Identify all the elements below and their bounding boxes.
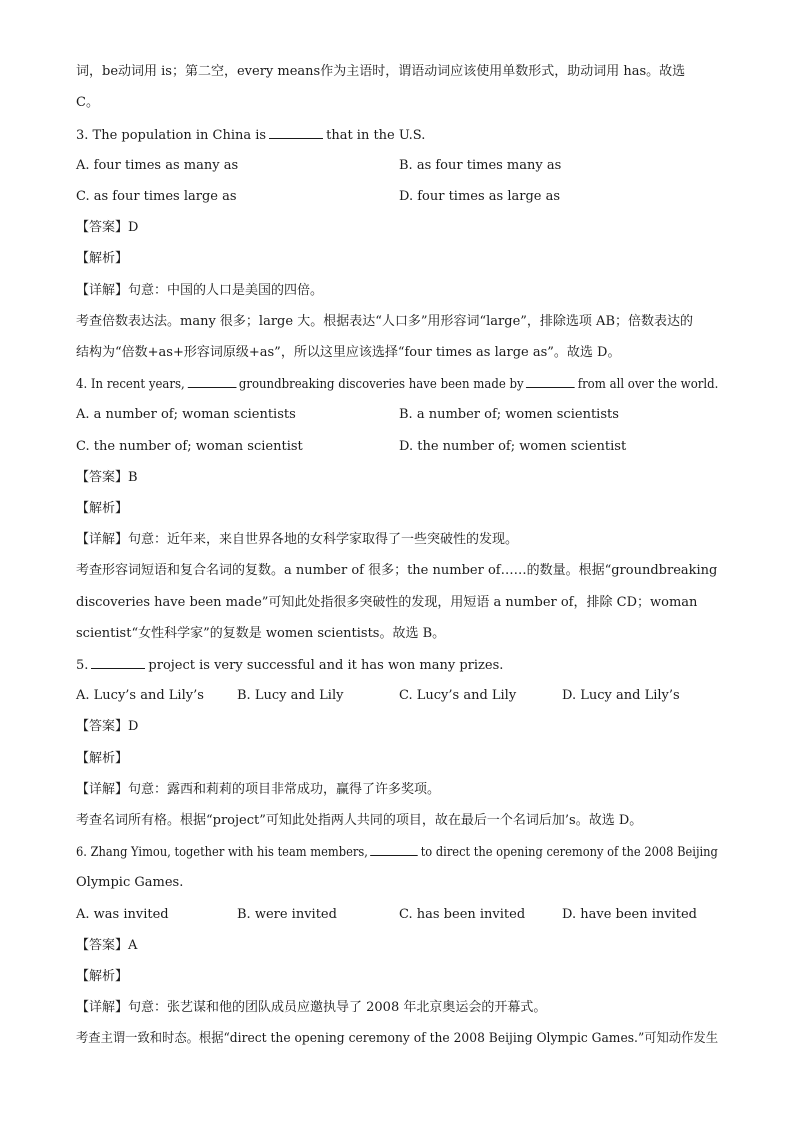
option-a: A. a number of; woman scientists [76, 407, 296, 422]
question-text: 6. Zhang Yimou, together with his team members, [76, 845, 368, 860]
answer-blank [187, 375, 236, 388]
question-text: from all over the world. [577, 377, 719, 392]
analysis-label: 【解析】 [76, 251, 129, 266]
explanation-line: 考查形容词短语和复合名词的复数。a number of 很多；the number of……的数量。根据“groundbreaking [76, 563, 718, 578]
detail-line: 【详解】句意：近年来，来自世界各地的女科学家取得了一些突破性的发现。 [76, 532, 519, 547]
answer-blank [91, 656, 145, 669]
option-b: B. Lucy and Lily [237, 688, 344, 703]
answer-blank [526, 375, 575, 388]
option-d: D. have been invited [562, 907, 698, 922]
option-d: D. Lucy and Lily’s [562, 688, 680, 703]
detail-line: 【详解】句意：露西和莉莉的项目非常成功，赢得了许多奖项。 [76, 782, 441, 797]
explanation-line: discoveries have been made”可知此处指很多突破性的发现，用短语 a number of，排除 CD；woman [76, 595, 698, 610]
option-c: C. as four times large as [76, 189, 237, 204]
answer-label: 【答案】D [76, 220, 139, 235]
option-b: B. a number of; women scientists [399, 407, 619, 422]
option-a: A. four times as many as [76, 158, 239, 173]
answer-label: 【答案】A [76, 938, 138, 953]
question-text: project is very successful and it has won many prizes. [148, 658, 504, 673]
analysis-label: 【解析】 [76, 501, 129, 516]
question-3-stem [76, 126, 425, 145]
question-4-stem [76, 375, 718, 394]
answer-blank [269, 126, 323, 139]
detail-line: 【详解】句意：中国的人口是美国的四倍。 [76, 283, 324, 298]
detail-line: 【详解】句意：张艺谋和他的团队成员应邀执导了 2008 年北京奥运会的开幕式。 [76, 1000, 547, 1015]
question-5-stem [76, 656, 503, 675]
question-text: 4. In recent years, [76, 377, 185, 392]
text-line: C。 [76, 95, 99, 110]
option-c: C. has been invited [399, 907, 526, 922]
explanation-line: 考查名词所有格。根据“project”可知此处指两人共同的项目，故在最后一个名词后加’s。故选 D。 [76, 813, 643, 828]
question-text: to direct the opening ceremony of the 2008 Beijing [420, 845, 718, 860]
option-d: D. four times as large as [399, 189, 561, 204]
option-b: B. as four times many as [399, 158, 562, 173]
option-b: B. were invited [237, 907, 337, 922]
option-c: C. Lucy’s and Lily [399, 688, 517, 703]
question-text: that in the U.S. [326, 128, 426, 143]
analysis-label: 【解析】 [76, 751, 129, 766]
option-a: A. Lucy’s and Lily’s [76, 688, 204, 703]
option-d: D. the number of; women scientist [399, 439, 627, 454]
answer-label: 【答案】D [76, 719, 139, 734]
text-line: 词，be动词用 is；第二空，every means作为主语时，谓语动词应该使用单数形式，助动词用 has。故选 [76, 64, 686, 79]
question-6-stem [76, 843, 718, 862]
answer-blank [370, 843, 418, 856]
question-text: groundbreaking discoveries have been made by [238, 377, 524, 392]
explanation-line: 考查主谓一致和时态。根据“direct the opening ceremony of the 2008 Beijing Olympic Games.”可知动作发生 [76, 1031, 718, 1046]
option-c: C. the number of; woman scientist [76, 439, 303, 454]
question-text: 3. The population in China is [76, 128, 267, 143]
analysis-label: 【解析】 [76, 969, 129, 984]
question-6-stem-cont: Olympic Games. [76, 875, 184, 890]
option-a: A. was invited [76, 907, 169, 922]
explanation-line: 结构为“倍数+as+形容词原级+as”，所以这里应该选择“four times as large as”。故选 D。 [76, 345, 621, 360]
explanation-line: scientist“女性科学家”的复数是 women scientists。故选 B。 [76, 626, 446, 641]
answer-label: 【答案】B [76, 470, 138, 485]
explanation-line: 考查倍数表达法。many 很多；large 大。根据表达“人口多”用形容词“large”，排除选项 AB；倍数表达的 [76, 314, 693, 329]
question-text: 5. [76, 658, 89, 673]
